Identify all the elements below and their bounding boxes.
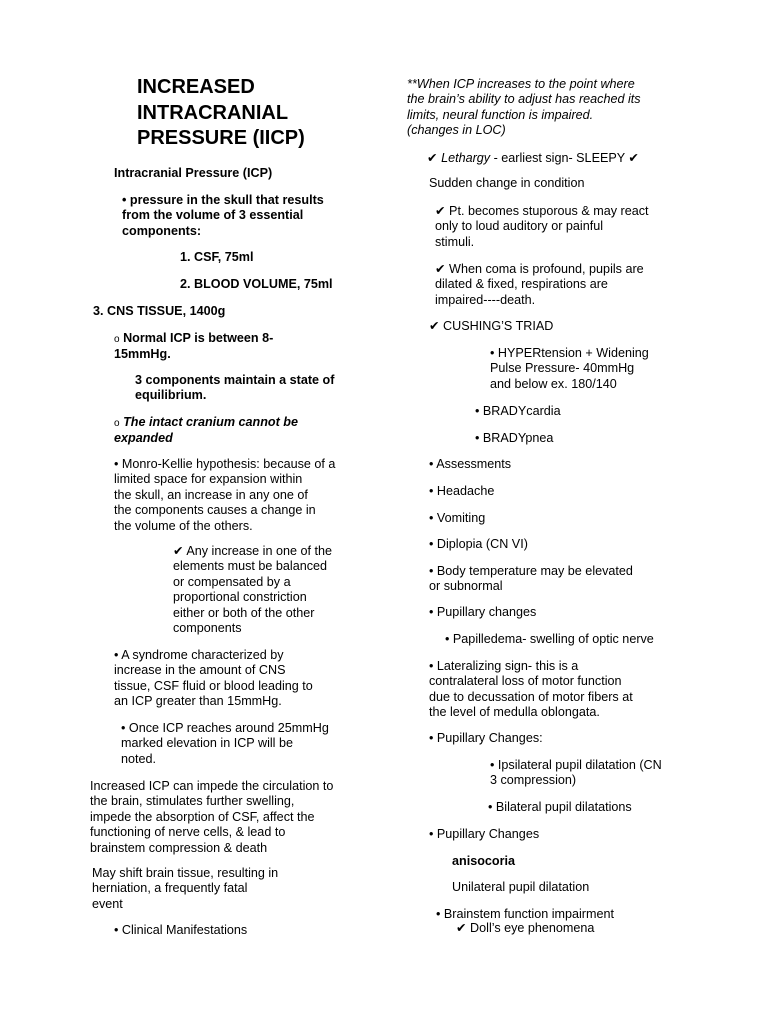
cranium-text: The intact cranium cannot be expanded <box>114 415 299 446</box>
impede-text: Increased ICP can impede the circulation to the brain, stimulates further swelling, impede the absorption of CSF, affect the functioning of nerve cells, & lead to brainstem compression & death <box>90 779 334 855</box>
bullet-marker: o <box>114 418 120 429</box>
papilledema-text: • Papilledema- swelling of optic nerve <box>445 632 654 646</box>
pupillary-changes-heading-2: • Pupillary Changes: <box>429 731 543 745</box>
bullet-marker: o <box>114 334 120 345</box>
pressure-definition: • pressure in the skull that results from the volume of 3 essential components: <box>122 193 324 238</box>
pupillary-changes-heading-3: • Pupillary Changes <box>429 827 540 841</box>
shift-text: May shift brain tissue, resulting in herniation, a frequently fatal event <box>92 866 279 911</box>
bradypnea-text: • BRADYpnea <box>475 431 554 445</box>
ipsilateral-text: • Ipsilateral pupil dilatation (CN 3 compression) <box>490 758 662 788</box>
monro-kellie-text: • Monro-Kellie hypothesis: because of a limited space for expansion within the skull, an increase in any one of the components causes a change in the volume of the others. <box>114 457 336 533</box>
anisocoria-text: anisocoria <box>452 854 515 868</box>
lethargy-rest: - earliest sign- SLEEPY ✔ <box>490 151 639 165</box>
diplopia-text: • Diplopia (CN VI) <box>429 537 528 551</box>
body-temperature-text: • Body temperature may be elevated or subnormal <box>429 564 633 594</box>
bilateral-text: • Bilateral pupil dilatations <box>488 800 632 814</box>
lethargy-line <box>427 151 639 166</box>
any-increase-text: ✔ Any increase in one of the elements must be balanced or compensated by a proportional constriction either or both of the other components <box>173 544 332 636</box>
lethargy-word: Lethargy <box>441 151 491 165</box>
normal-icp-text: Normal ICP is between 8- 15mmHg. <box>114 331 274 362</box>
vomiting-text: • Vomiting <box>429 511 486 525</box>
assessments-text: • Assessments <box>429 457 512 471</box>
syndrome-text: • A syndrome characterized by increase in the amount of CNS tissue, CSF fluid or blood leading to an ICP greater than 15mmHg. <box>114 648 313 709</box>
list-item-blood-volume: 2. BLOOD VOLUME, 75ml <box>180 277 333 291</box>
list-item-csf: 1. CSF, 75ml <box>180 250 254 264</box>
once-icp-text: • Once ICP reaches around 25mmHg marked elevation in ICP will be noted. <box>121 721 329 766</box>
cushing-triad: ✔ CUSHING’S TRIAD <box>429 319 554 333</box>
hypertension-text: • HYPERtension + Widening Pulse Pressure- 40mmHg and below ex. 180/140 <box>490 346 649 391</box>
sudden-change-text: Sudden change in condition <box>429 176 585 190</box>
stuporous-text: ✔ Pt. becomes stuporous & may react only to loud auditory or painful stimuli. <box>435 204 649 249</box>
icp-heading: Intracranial Pressure (ICP) <box>114 166 273 180</box>
headache-text: • Headache <box>429 484 495 498</box>
page-title: INCREASED INTRACRANIAL PRESSURE (IICP) <box>137 76 305 149</box>
lateralizing-text: • Lateralizing sign- this is a contralateral loss of motor function due to decussation of motor fibers at the level of medulla oblongata. <box>429 659 633 720</box>
dolls-eye-text: ✔ Doll’s eye phenomena <box>456 921 595 935</box>
pupillary-changes-heading: • Pupillary changes <box>429 605 537 619</box>
bradycardia-text: • BRADYcardia <box>475 404 561 418</box>
coma-text: ✔ When coma is profound, pupils are dilated & fixed, respirations are impaired----death. <box>435 262 644 307</box>
list-item-cns-tissue: 3. CNS TISSUE, 1400g <box>93 304 226 318</box>
brainstem-text: • Brainstem function impairment <box>436 907 614 921</box>
three-components-text: 3 components maintain a state of equilibrium. <box>135 373 335 403</box>
check-icon: ✔ <box>427 151 442 165</box>
unilateral-text: Unilateral pupil dilatation <box>452 880 590 894</box>
cranium-block <box>114 415 298 447</box>
clinical-manifestations: • Clinical Manifestations <box>114 923 248 937</box>
when-icp-text: **When ICP increases to the point where the brain’s ability to adjust has reached its limits, neural function is impaired. (changes in LOC) <box>407 77 641 138</box>
normal-icp-block <box>114 331 273 363</box>
